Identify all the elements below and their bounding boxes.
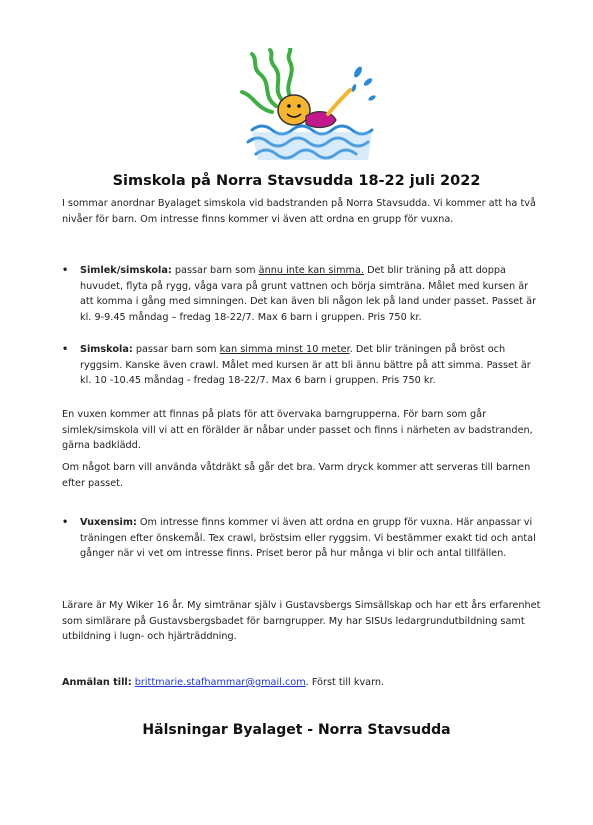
- supervision-paragraph: En vuxen kommer att finnas på plats för att övervaka barngrupperna. För barn som går simlek/simskola vill vi att en förälder är nåbar under passet och finns i närheten av badstranden, gärna badklädd.: [62, 409, 533, 451]
- list-item-text: [80, 342, 542, 389]
- list-item-text-post: . Det blir träningen på bröst och ryggsim. Kanske även crawl. Målet med kursen är att bli ännu bättre på att simma. Passet är kl. 10 -10.45 måndag - fredag 18-22/7. Max 6 barn i gruppen. Pris 750 kr.: [80, 344, 531, 386]
- list-item-label: Simlek/simskola:: [80, 265, 172, 276]
- signup-post: . Först till kvarn.: [305, 677, 385, 688]
- list-item-emphasis: kan simma minst 10 meter: [219, 344, 350, 355]
- teacher-paragraph: Lärare är My Wiker 16 år. My simtränar själv i Gustavsbergs Simsällskap och har ett års erfarenhet som simlärare på Gustavsbergsbadet för barngrupper. My har SISUs ledargrundutbildning samt utbildning i lugn- och hjärträddning.: [62, 600, 541, 642]
- signup-label: Anmälan till:: [62, 677, 132, 688]
- footer-greeting: Hälsningar Byalaget - Norra Stavsudda: [142, 722, 451, 738]
- page-title: Simskola på Norra Stavsudda 18-22 juli 2022: [112, 173, 481, 189]
- intro-paragraph: I sommar anordnar Byalaget simskola vid badstranden på Norra Stavsudda. Vi kommer att ha två nivåer för barn. Om intresse finns kommer vi även att ordna en grupp för vuxna.: [62, 198, 536, 225]
- list-item-text-post: Det blir träning på att doppa huvudet, flyta på rygg, våga vara på grunt vattnen och börja simträna. Målet med kursen är att komma i gång med simningen. Det kan även bli någon lek på land under passet. Passet är kl. 9-9.45 måndag – fredag 18-22/7. Max 6 barn i gruppen. Pris 750 kr.: [80, 265, 537, 323]
- wetsuit-paragraph: Om något barn vill använda våtdräkt så går det bra. Varm dryck kommer att serveras till barnen efter passet.: [62, 462, 531, 489]
- list-item-text: [80, 515, 542, 562]
- list-item-label: Vuxensim:: [80, 517, 137, 528]
- bullet-icon: •: [62, 265, 69, 276]
- bullet-icon: •: [62, 517, 69, 528]
- swimming-child-icon: [232, 48, 384, 166]
- email-link[interactable]: brittmarie.stafhammar@gmail.com: [134, 677, 306, 688]
- list-item-emphasis: ännu inte kan simma.: [258, 265, 364, 276]
- signup-line: [62, 675, 542, 691]
- list-item-text-pre: passar barn som: [132, 344, 220, 355]
- list-item-label: Simskola:: [80, 344, 133, 355]
- list-item-text-body: Om intresse finns kommer vi även att ordna en grupp för vuxna. Här anpassar vi träningen efter önskemål. Tex crawl, bröstsim eller ryggsim. Vi bestämmer exakt tid och antal gånger när vi vet om intresse finns. Priset beror på hur många vi blir och antal tillfällen.: [80, 517, 536, 559]
- bullet-icon: •: [62, 344, 69, 355]
- list-item-text-pre: passar barn som: [171, 265, 259, 276]
- list-item-text: [80, 263, 542, 325]
